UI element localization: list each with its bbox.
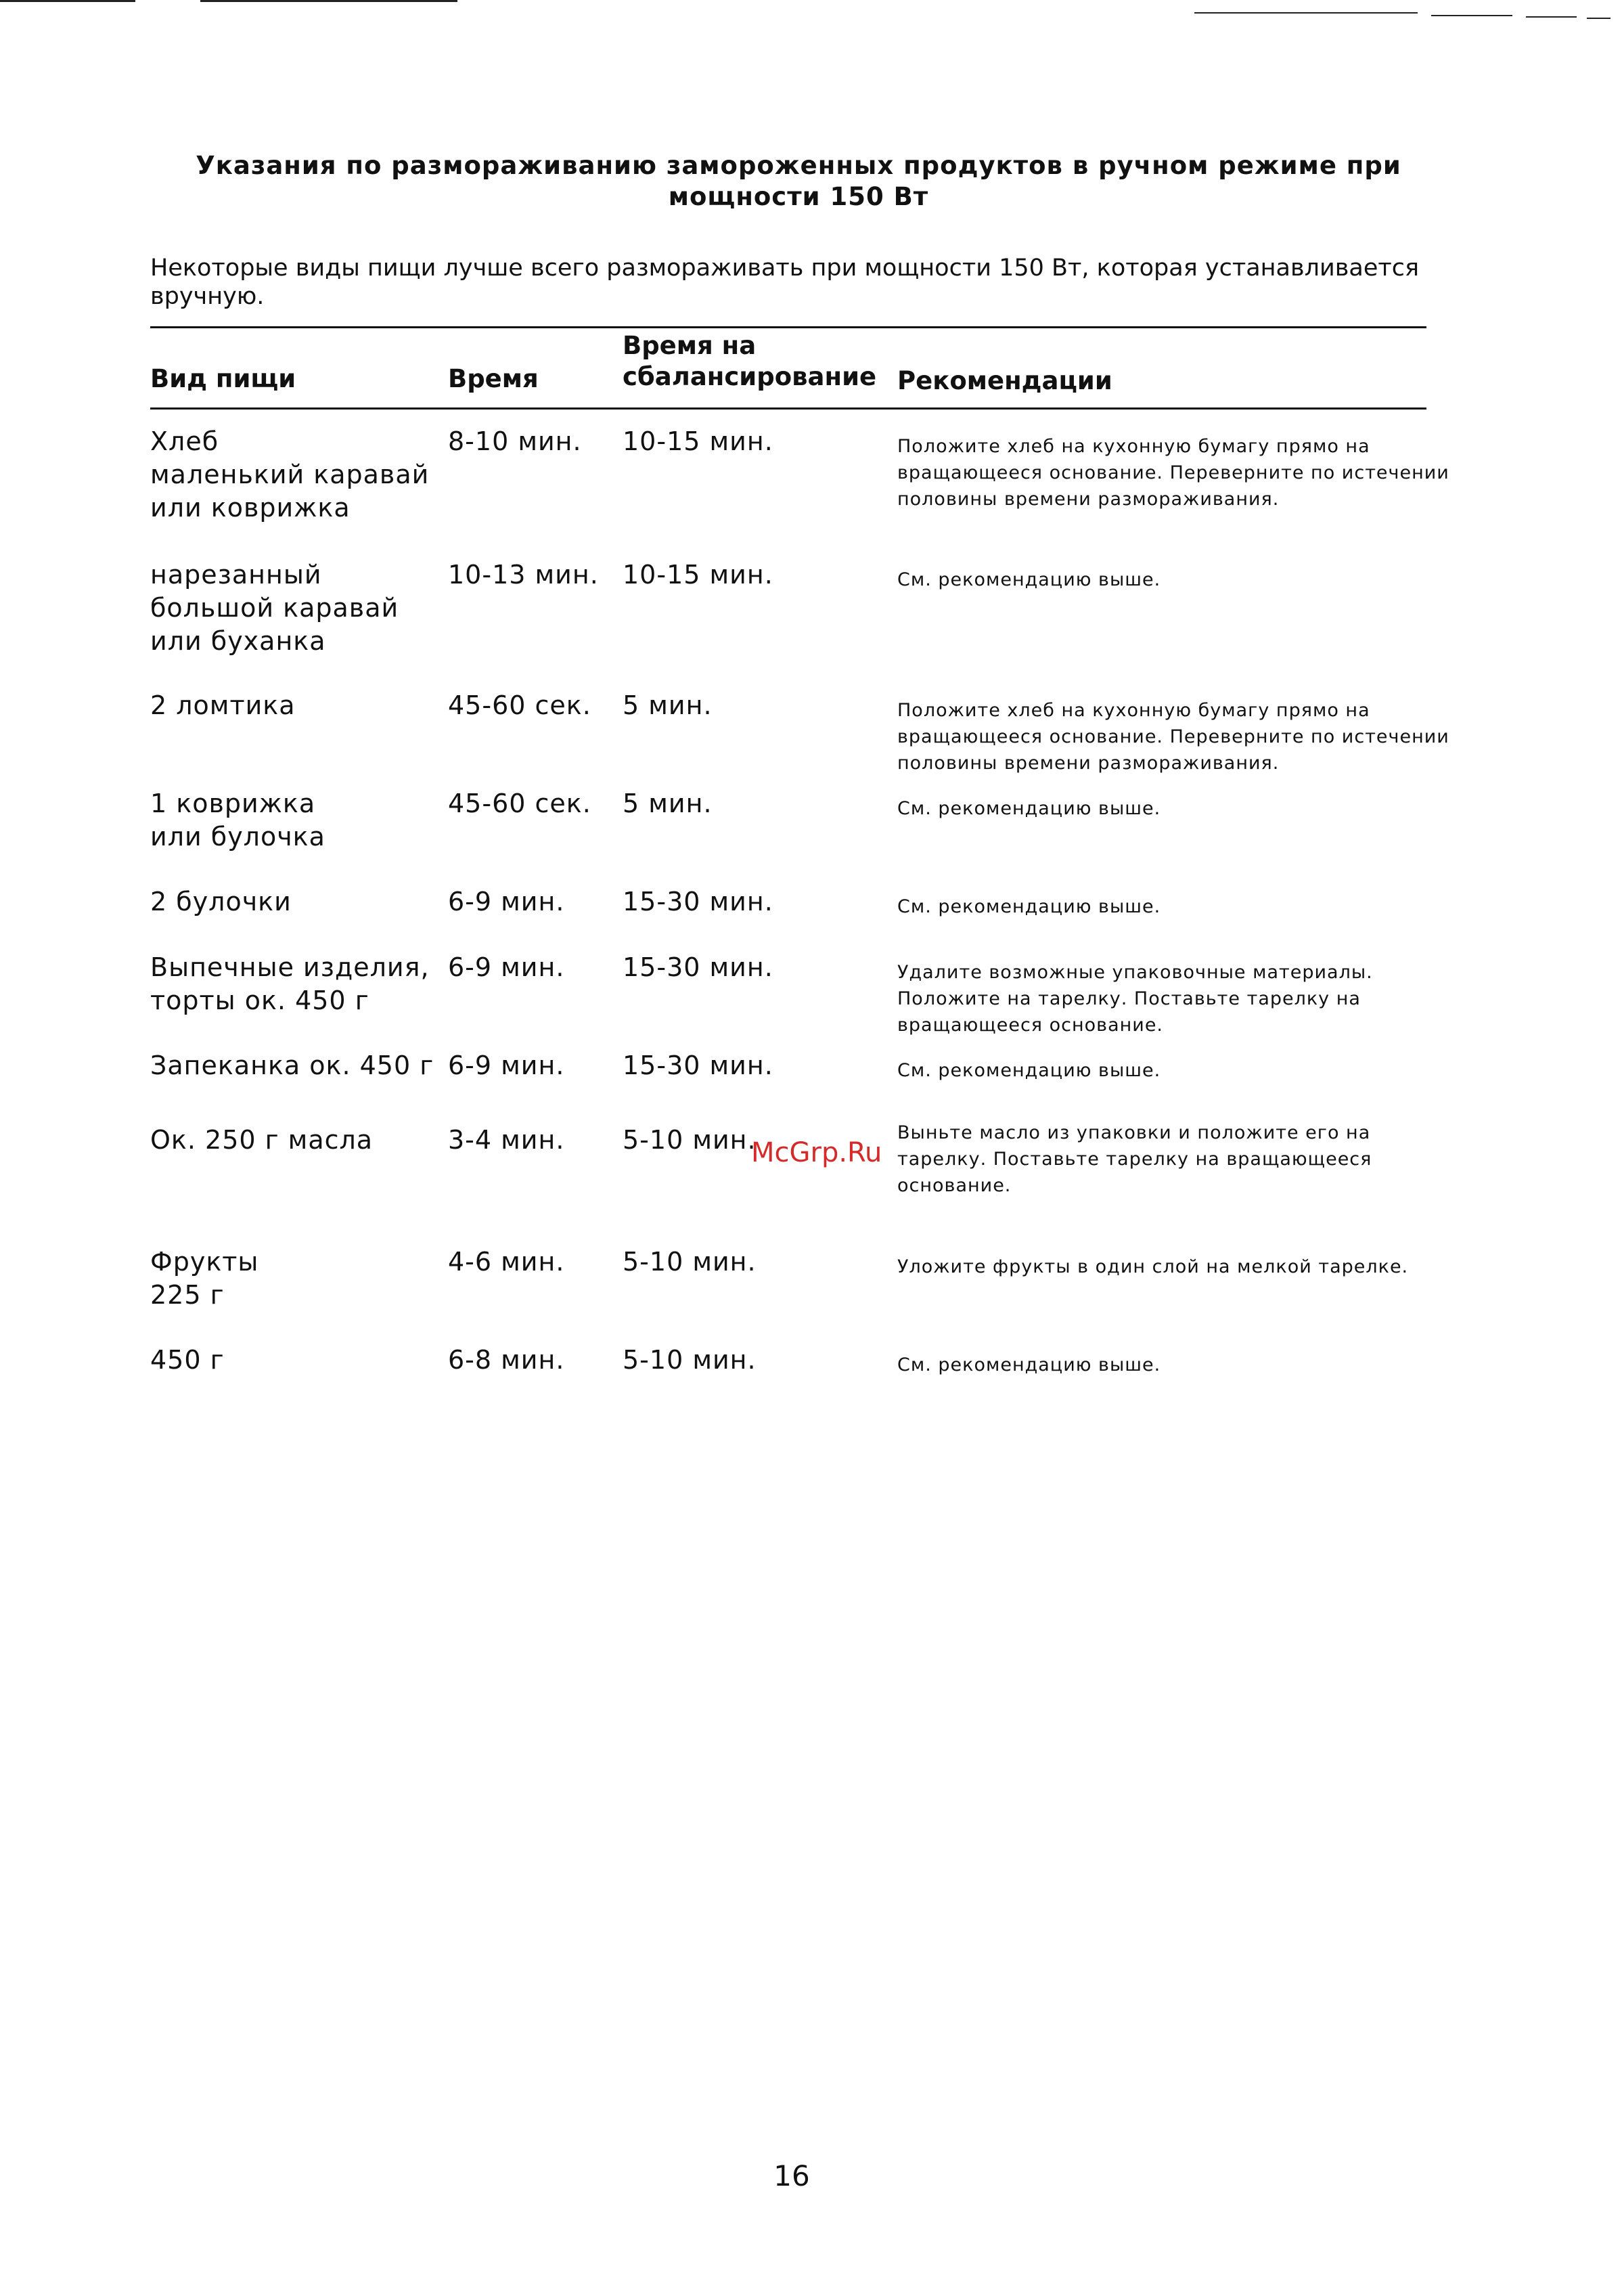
- food-cell: нарезанный большой каравай или буханка: [150, 560, 399, 656]
- recommendation-cell: Уложите фрукты в один слой на мелкой тарелке.: [897, 1256, 1409, 1277]
- balance-time-cell: 5 мин.: [623, 690, 713, 720]
- scan-artifact-line: [200, 0, 457, 2]
- food-cell: 1 коврижка или булочка: [150, 789, 325, 852]
- balance-time-cell: 15-30 мин.: [623, 887, 773, 917]
- time-cell: 45-60 сек.: [448, 690, 591, 720]
- balance-time-cell: 10-15 мин.: [623, 426, 773, 456]
- header-balance: Время на сбалансирование: [623, 331, 877, 391]
- food-cell: Запеканка ок. 450 г: [150, 1051, 434, 1080]
- scan-artifact-line: [1526, 16, 1577, 18]
- food-cell: Ок. 250 г масла: [150, 1125, 374, 1155]
- food-cell: Хлеб маленький каравай или коврижка: [150, 426, 430, 523]
- recommendation-cell: См. рекомендацию выше.: [897, 1354, 1161, 1375]
- recommendation-cell: Выньте масло из упаковки и положите его на тарелку. Поставьте тарелку на вращающееся основание.: [897, 1122, 1372, 1196]
- recommendation-cell: Положите хлеб на кухонную бумагу прямо на вращающееся основание. Переверните по истечении половины времени размораживания.: [897, 700, 1449, 774]
- time-cell: 6-9 мин.: [448, 1051, 565, 1080]
- recommendation-cell: См. рекомендацию выше.: [897, 798, 1161, 819]
- table-header-rule: [150, 407, 1426, 410]
- scan-artifact-line: [1587, 18, 1610, 19]
- time-cell: 6-9 мин.: [448, 887, 565, 917]
- food-cell: Фрукты 225 г: [150, 1247, 259, 1310]
- recommendation-cell: Положите хлеб на кухонную бумагу прямо на вращающееся основание. Переверните по истечении половины времени размораживания.: [897, 436, 1449, 510]
- time-cell: 6-8 мин.: [448, 1345, 565, 1375]
- page-number: 16: [773, 2159, 810, 2192]
- balance-time-cell: 15-30 мин.: [623, 1051, 773, 1080]
- watermark: McGrp.Ru: [751, 1137, 882, 1168]
- time-cell: 3-4 мин.: [448, 1125, 565, 1155]
- recommendation-cell: См. рекомендацию выше.: [897, 1060, 1161, 1081]
- food-cell: 2 ломтика: [150, 690, 296, 720]
- recommendation-cell: См. рекомендацию выше.: [897, 569, 1161, 590]
- scan-artifact-line: [1194, 12, 1418, 14]
- balance-time-cell: 15-30 мин.: [623, 952, 773, 982]
- food-cell: 2 булочки: [150, 887, 292, 917]
- scan-artifact-line: [0, 0, 135, 2]
- time-cell: 6-9 мин.: [448, 952, 565, 982]
- scan-artifact-line: [1431, 15, 1512, 16]
- time-cell: 10-13 мин.: [448, 560, 599, 590]
- header-food: Вид пищи: [150, 364, 296, 393]
- header-recommendations: Рекомендации: [897, 366, 1112, 395]
- time-cell: 45-60 сек.: [448, 789, 591, 818]
- balance-time-cell: 5 мин.: [623, 789, 713, 818]
- time-cell: 4-6 мин.: [448, 1247, 565, 1277]
- balance-time-cell: 5-10 мин.: [623, 1125, 757, 1155]
- balance-time-cell: 10-15 мин.: [623, 560, 773, 590]
- header-time: Время: [448, 364, 539, 393]
- intro-paragraph: Некоторые виды пищи лучше всего размораживать при мощности 150 Вт, которая устанавливается вручную.: [150, 255, 1420, 310]
- food-cell: 450 г: [150, 1345, 225, 1375]
- table-top-rule: [150, 326, 1426, 328]
- food-cell: Выпечные изделия, торты ок. 450 г: [150, 952, 430, 1015]
- recommendation-cell: Удалите возможные упаковочные материалы. Положите на тарелку. Поставьте тарелку на вращающееся основание.: [897, 962, 1373, 1036]
- recommendation-cell: См. рекомендацию выше.: [897, 896, 1161, 917]
- time-cell: 8-10 мин.: [448, 426, 582, 456]
- page-title: Указания по размораживанию замороженных продуктов в ручном режиме при мощности 150 Вт: [196, 151, 1401, 211]
- balance-time-cell: 5-10 мин.: [623, 1345, 757, 1375]
- balance-time-cell: 5-10 мин.: [623, 1247, 757, 1277]
